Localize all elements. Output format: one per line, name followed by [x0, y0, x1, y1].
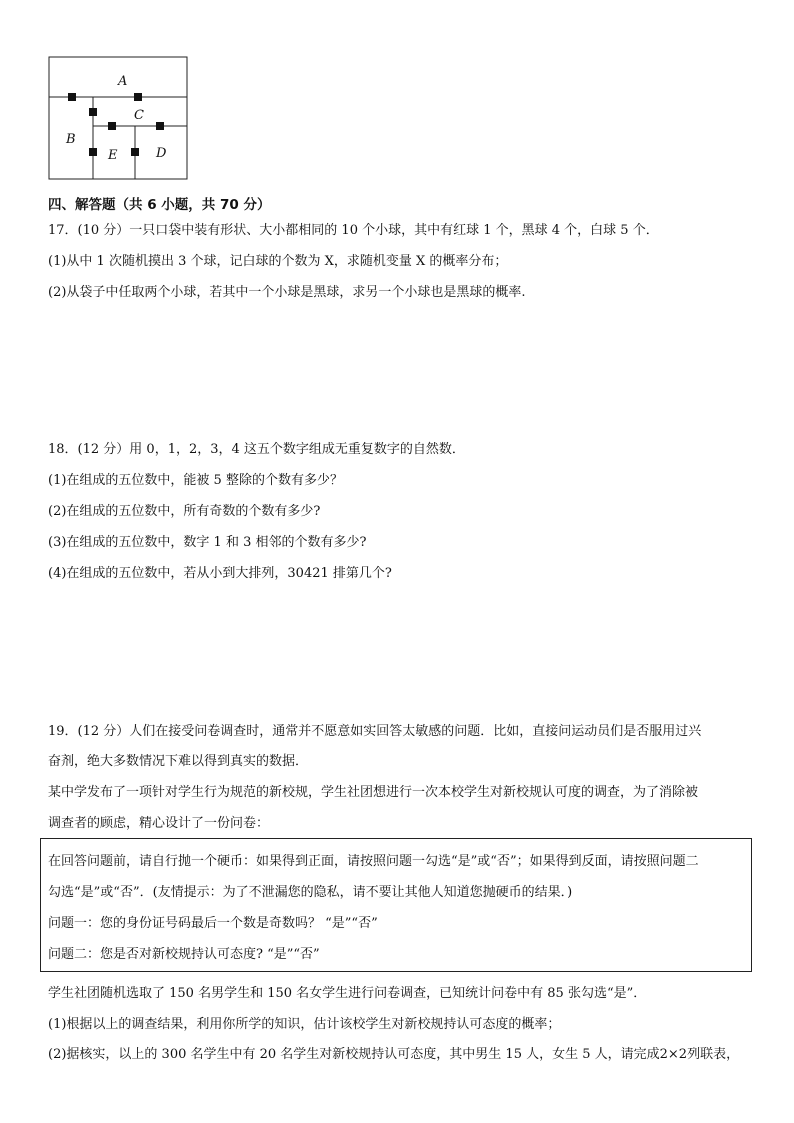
q17-part1: (1)从中 1 次随机摸出 3 个球，记白球的个数为 X，求随机变量 X 的概率分布；	[48, 254, 508, 269]
label-a: A	[118, 74, 128, 89]
label-b: B	[66, 132, 76, 147]
node-marker	[89, 148, 97, 156]
node-marker	[134, 93, 142, 101]
q18-part3: (3)在组成的五位数中，数字 1 和 3 相邻的个数有多少?	[48, 535, 367, 550]
label-e: E	[108, 148, 118, 163]
section-heading: 四、解答题（共 6 小题，共 70 分）	[48, 197, 271, 213]
block-diagram-figure	[48, 56, 190, 182]
q19-part2: (2)据核实，以上的 300 名学生中有 20 名学生对新校规持认可态度，其中男生 15 人，女生 5 人，请完成2×2列联表，	[48, 1047, 740, 1062]
label-d: D	[156, 146, 167, 161]
q17-part2: (2)从袋子中任取两个小球，若其中一个小球是黑球，求另一个小球也是黑球的概率.	[48, 285, 526, 300]
q18-part2: (2)在组成的五位数中，所有奇数的个数有多少?	[48, 504, 321, 519]
node-marker	[68, 93, 76, 101]
q19-line5: 学生社团随机选取了 150 名男学生和 150 名女学生进行问卷调查，已知统计问卷中有 85 张勾选“是”．	[48, 986, 647, 1001]
questionnaire-box	[40, 838, 752, 972]
q19-line2: 奋剂，绝大多数情况下难以得到真实的数据．	[48, 754, 309, 769]
q19-part1: (1)根据以上的调查结果，利用你所学的知识，估计该校学生对新校规持认可态度的概率；	[48, 1017, 561, 1032]
label-c: C	[134, 108, 144, 123]
q18-stem: 18．(12 分）用 0，1，2，3，4 这五个数字组成无重复数字的自然数．	[48, 442, 465, 457]
questionnaire-question1: 问题一：您的身份证号码最后一个数是奇数吗？ “是”“否”	[48, 916, 378, 931]
questionnaire-instruction-line2: 勾选“是”或“否”．(友情提示：为了不泄漏您的隐私，请不要让其他人知道您抛硬币的结果．)	[48, 885, 573, 900]
q19-line1: 19．(12 分）人们在接受问卷调查时，通常并不愿意如实回答太敏感的问题．比如，直接问运动员们是否服用过兴	[48, 724, 702, 739]
node-marker	[131, 148, 139, 156]
q19-line4: 调查者的顾虑，精心设计了一份问卷：	[48, 816, 270, 831]
q19-line3: 某中学发布了一项针对学生行为规范的新校规，学生社团想进行一次本校学生对新校规认可度的调查，为了消除被	[48, 785, 699, 800]
node-marker	[156, 122, 164, 130]
node-marker	[108, 122, 116, 130]
node-marker	[89, 108, 97, 116]
q17-stem: 17．(10 分）一只口袋中装有形状、大小都相同的 10 个小球，其中有红球 1 个，黑球 4 个，白球 5 个．	[48, 223, 659, 238]
questionnaire-instruction-line1: 在回答问题前，请自行抛一个硬币：如果得到正面，请按照问题一勾选“是”或“否”；如果得到反面，请按照问题二	[48, 854, 699, 869]
q18-part4: (4)在组成的五位数中，若从小到大排列，30421 排第几个?	[48, 566, 392, 581]
questionnaire-question2: 问题二：您是否对新校规持认可态度? “是”“否”	[48, 947, 320, 962]
q18-part1: (1)在组成的五位数中，能被 5 整除的个数有多少？	[48, 473, 343, 488]
